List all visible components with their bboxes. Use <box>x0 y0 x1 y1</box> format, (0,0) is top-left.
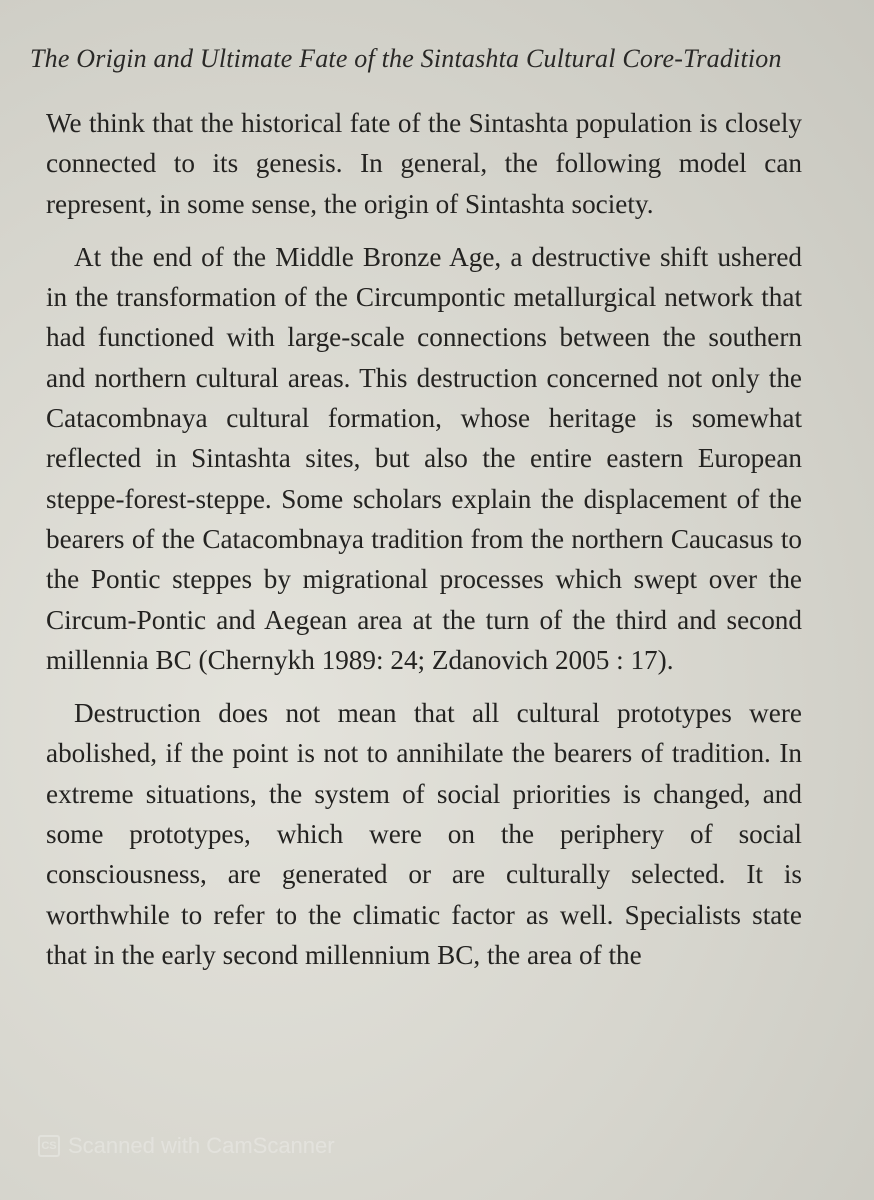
paragraph-1: We think that the historical fate of the Sintashta population is closely connected to its genesis. In general, the following model can represent, in some sense, the origin of Sintashta society. <box>46 108 802 219</box>
paragraph-3: Destruction does not mean that all cultural prototypes were abolished, if the point is not to annihilate the bearers of tradition. In extreme situations, the system of social priorities is changed, and some prototypes, which were on the periphery of social consciousness, are generated or are culturally selected. It is worthwhile to refer to the climatic factor as well. Specialists state that in the early second millennium BC, the area of the <box>46 698 802 970</box>
body-text <box>46 103 802 988</box>
watermark-text: Scanned with CamScanner <box>68 1133 335 1158</box>
camscanner-logo-icon: CS <box>38 1135 60 1157</box>
running-head: The Origin and Ultimate Fate of the Sintashta Cultural Core-Tradition <box>30 44 782 73</box>
camscanner-watermark <box>38 1133 335 1159</box>
paragraph-2: At the end of the Middle Bronze Age, a destructive shift ushered in the transformation of the Circumpontic metallurgical network that had functioned with large-scale connections between the southern and northern cultural areas. This destruction concerned not only the Catacombnaya cultural formation, whose heritage is somewhat reflected in Sintashta sites, but also the entire eastern European steppe-forest-steppe. Some scholars explain the displacement of the bearers of the Catacombnaya tradition from the northern Caucasus to the Pontic steppes by migrational processes which swept over the Circum-Pontic and Aegean area at the turn of the third and second millennia BC (Chernykh 1989: 24; Zdanovich 2005 : 17). <box>46 241 802 675</box>
